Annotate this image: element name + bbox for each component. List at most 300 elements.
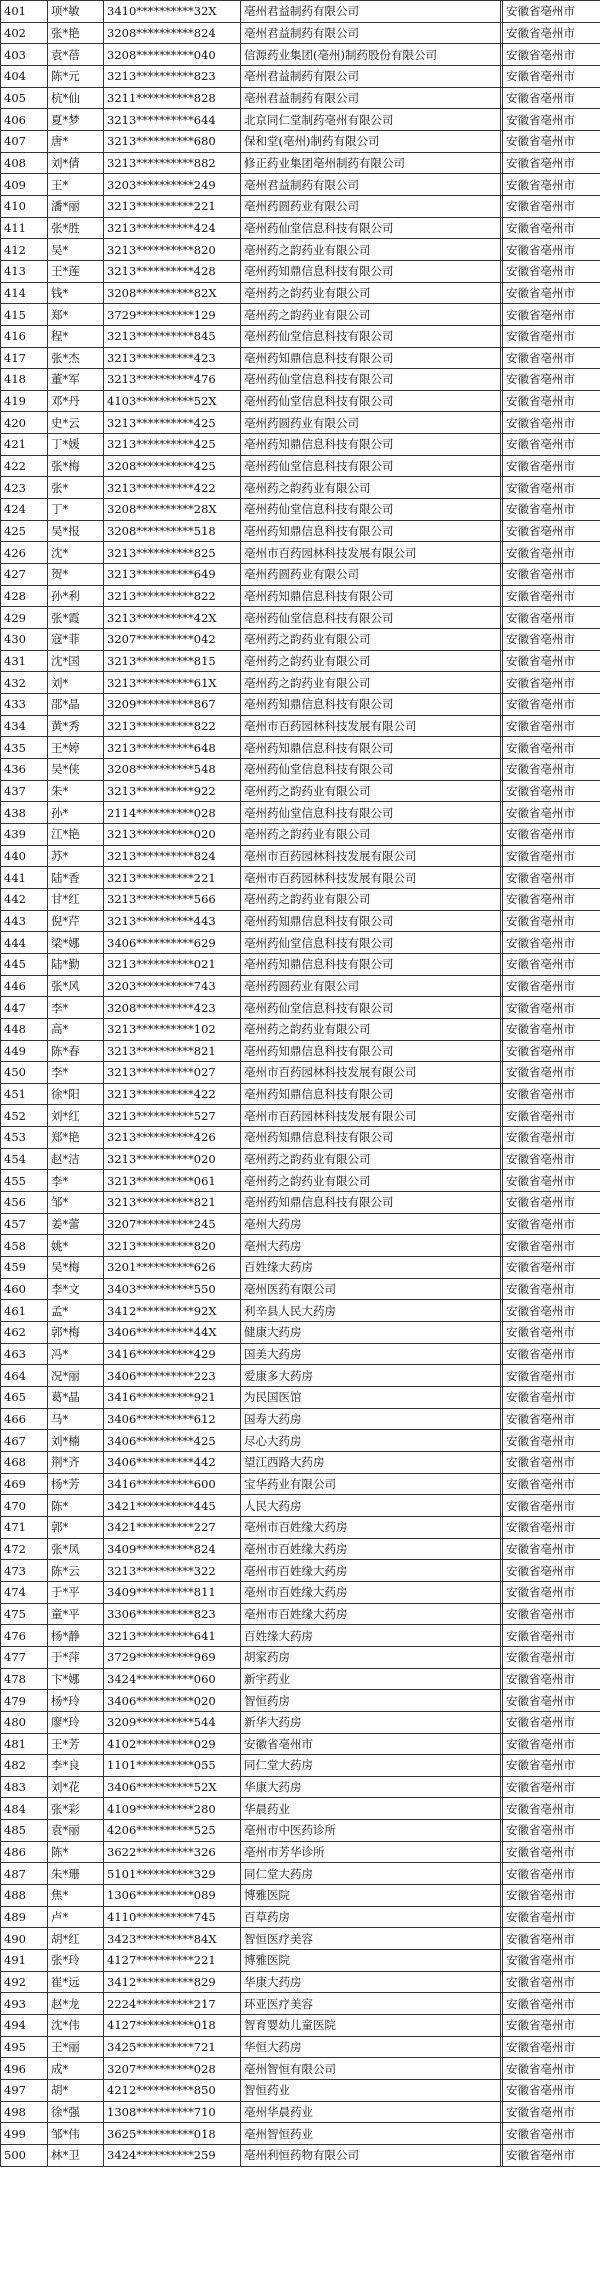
organization-cell: 亳州大药房 xyxy=(241,1235,501,1257)
location-cell: 安徽省亳州市 xyxy=(503,1300,600,1322)
table-row xyxy=(1,1300,600,1322)
name-cell: 郑*艳 xyxy=(48,1127,104,1149)
organization-cell: 健康大药房 xyxy=(241,1322,501,1344)
table-row xyxy=(1,1928,600,1950)
id-number-cell: 3213**********820 xyxy=(104,239,241,261)
name-cell: 吴*梅 xyxy=(48,1257,104,1279)
name-cell: 张*凤 xyxy=(48,1538,104,1560)
organization-cell: 亳州药之韵药业有限公司 xyxy=(241,282,501,304)
location-cell: 安徽省亳州市 xyxy=(503,823,600,845)
table-row xyxy=(1,910,600,932)
row-number-cell: 481 xyxy=(1,1733,48,1755)
table-row xyxy=(1,1018,600,1040)
id-number-cell: 3421**********445 xyxy=(104,1495,241,1517)
location-cell: 安徽省亳州市 xyxy=(503,65,600,87)
organization-cell: 国寿大药房 xyxy=(241,1408,501,1430)
name-cell: 吴* xyxy=(48,239,104,261)
organization-cell: 亳州药知鼎信息科技有限公司 xyxy=(241,1127,501,1149)
table-row xyxy=(1,87,600,109)
id-number-cell: 4109**********280 xyxy=(104,1798,241,1820)
name-cell: 张*艳 xyxy=(48,22,104,44)
row-number-cell: 412 xyxy=(1,239,48,261)
location-cell: 安徽省亳州市 xyxy=(503,975,600,997)
table-row xyxy=(1,499,600,521)
name-cell: 邹* xyxy=(48,1192,104,1214)
row-number-cell: 415 xyxy=(1,304,48,326)
row-number-cell: 449 xyxy=(1,1040,48,1062)
name-cell: 林*卫 xyxy=(48,2144,104,2166)
organization-cell: 信源药业集团(亳州)制药股份有限公司 xyxy=(241,44,501,66)
organization-cell: 亳州药知鼎信息科技有限公司 xyxy=(241,737,501,759)
row-number-cell: 423 xyxy=(1,477,48,499)
table-row xyxy=(1,2015,600,2037)
table-row xyxy=(1,1841,600,1863)
location-cell: 安徽省亳州市 xyxy=(503,369,600,391)
id-number-cell: 3208**********423 xyxy=(104,997,241,1019)
location-cell: 安徽省亳州市 xyxy=(503,130,600,152)
location-cell: 安徽省亳州市 xyxy=(503,1928,600,1950)
location-cell: 安徽省亳州市 xyxy=(503,780,600,802)
location-cell: 安徽省亳州市 xyxy=(503,585,600,607)
row-number-cell: 474 xyxy=(1,1581,48,1603)
name-cell: 王*婷 xyxy=(48,737,104,759)
row-number-cell: 435 xyxy=(1,737,48,759)
name-cell: 陈*云 xyxy=(48,1560,104,1582)
name-cell: 郑* xyxy=(48,304,104,326)
id-number-cell: 3213**********476 xyxy=(104,369,241,391)
table-row xyxy=(1,2123,600,2145)
location-cell: 安徽省亳州市 xyxy=(503,1213,600,1235)
location-cell: 安徽省亳州市 xyxy=(503,195,600,217)
id-number-cell: 3213**********428 xyxy=(104,260,241,282)
organization-cell: 同仁堂大药房 xyxy=(241,1863,501,1885)
table-row xyxy=(1,1,600,23)
organization-cell: 亳州市百药园林科技发展有限公司 xyxy=(241,867,501,889)
name-cell: 冯* xyxy=(48,1343,104,1365)
id-number-cell: 3207**********042 xyxy=(104,629,241,651)
location-cell: 安徽省亳州市 xyxy=(503,1820,600,1842)
row-number-cell: 436 xyxy=(1,758,48,780)
name-cell: 张*玲 xyxy=(48,1950,104,1972)
id-number-cell: 3409**********824 xyxy=(104,1538,241,1560)
row-number-cell: 489 xyxy=(1,1906,48,1928)
table-row xyxy=(1,1516,600,1538)
location-cell: 安徽省亳州市 xyxy=(503,997,600,1019)
row-number-cell: 441 xyxy=(1,867,48,889)
row-number-cell: 411 xyxy=(1,217,48,239)
id-number-cell: 3406**********629 xyxy=(104,932,241,954)
organization-cell: 亳州药仙堂信息科技有限公司 xyxy=(241,997,501,1019)
location-cell: 安徽省亳州市 xyxy=(503,1950,600,1972)
location-cell: 安徽省亳州市 xyxy=(503,1841,600,1863)
location-cell: 安徽省亳州市 xyxy=(503,1105,600,1127)
name-cell: 项*敏 xyxy=(48,1,104,23)
name-cell: 沈*国 xyxy=(48,650,104,672)
name-cell: 潘*丽 xyxy=(48,195,104,217)
name-cell: 李* xyxy=(48,997,104,1019)
organization-cell: 亳州智恒有限公司 xyxy=(241,2058,501,2080)
table-row xyxy=(1,1451,600,1473)
row-number-cell: 465 xyxy=(1,1387,48,1409)
organization-cell: 亳州药知鼎信息科技有限公司 xyxy=(241,347,501,369)
id-number-cell: 3208**********824 xyxy=(104,22,241,44)
table-row xyxy=(1,672,600,694)
row-number-cell: 486 xyxy=(1,1841,48,1863)
location-cell: 安徽省亳州市 xyxy=(503,217,600,239)
name-cell: 寇*菲 xyxy=(48,629,104,651)
organization-cell: 亳州药仙堂信息科技有限公司 xyxy=(241,499,501,521)
id-number-cell: 3209**********867 xyxy=(104,694,241,716)
name-cell: 刘*花 xyxy=(48,1776,104,1798)
id-number-cell: 3208**********548 xyxy=(104,758,241,780)
table-row xyxy=(1,694,600,716)
location-cell: 安徽省亳州市 xyxy=(503,1711,600,1733)
row-number-cell: 480 xyxy=(1,1711,48,1733)
table-row xyxy=(1,1105,600,1127)
table-row xyxy=(1,282,600,304)
row-number-cell: 466 xyxy=(1,1408,48,1430)
location-cell: 安徽省亳州市 xyxy=(503,304,600,326)
name-cell: 张*霞 xyxy=(48,607,104,629)
row-number-cell: 457 xyxy=(1,1213,48,1235)
id-number-cell: 4110**********745 xyxy=(104,1906,241,1928)
name-cell: 刘* xyxy=(48,672,104,694)
name-cell: 孙*利 xyxy=(48,585,104,607)
organization-cell: 亳州药仙堂信息科技有限公司 xyxy=(241,607,501,629)
organization-cell: 亳州药之韵药业有限公司 xyxy=(241,780,501,802)
table-row xyxy=(1,2036,600,2058)
table-row xyxy=(1,1343,600,1365)
name-cell: 孙* xyxy=(48,802,104,824)
row-number-cell: 428 xyxy=(1,585,48,607)
id-number-cell: 3729**********129 xyxy=(104,304,241,326)
organization-cell: 亳州市百姓缘大药房 xyxy=(241,1516,501,1538)
organization-cell: 亳州药知鼎信息科技有限公司 xyxy=(241,260,501,282)
name-cell: 郭*梅 xyxy=(48,1322,104,1344)
name-cell: 吴*侠 xyxy=(48,758,104,780)
row-number-cell: 464 xyxy=(1,1365,48,1387)
name-cell: 杨*芳 xyxy=(48,1473,104,1495)
table-row xyxy=(1,22,600,44)
id-number-cell: 4103**********52X xyxy=(104,390,241,412)
table-row xyxy=(1,1625,600,1647)
id-number-cell: 3213**********426 xyxy=(104,1127,241,1149)
id-number-cell: 3213**********221 xyxy=(104,195,241,217)
organization-cell: 保和堂(亳州)制药有限公司 xyxy=(241,130,501,152)
id-number-cell: 3410**********32X xyxy=(104,1,241,23)
table-row xyxy=(1,1257,600,1279)
name-cell: 袁*蓓 xyxy=(48,44,104,66)
location-cell: 安徽省亳州市 xyxy=(503,1776,600,1798)
name-cell: 赵*洁 xyxy=(48,1148,104,1170)
organization-cell: 亳州君益制药有限公司 xyxy=(241,22,501,44)
row-number-cell: 484 xyxy=(1,1798,48,1820)
organization-cell: 亳州市百药园林科技发展有限公司 xyxy=(241,845,501,867)
row-number-cell: 402 xyxy=(1,22,48,44)
organization-cell: 华晨药业 xyxy=(241,1798,501,1820)
table-row xyxy=(1,780,600,802)
location-cell: 安徽省亳州市 xyxy=(503,802,600,824)
location-cell: 安徽省亳州市 xyxy=(503,715,600,737)
id-number-cell: 3203**********743 xyxy=(104,975,241,997)
row-number-cell: 452 xyxy=(1,1105,48,1127)
location-cell: 安徽省亳州市 xyxy=(503,1885,600,1907)
location-cell: 安徽省亳州市 xyxy=(503,694,600,716)
name-cell: 夏*梦 xyxy=(48,109,104,131)
table-row xyxy=(1,44,600,66)
row-number-cell: 485 xyxy=(1,1820,48,1842)
location-cell: 安徽省亳州市 xyxy=(503,1755,600,1777)
location-cell: 安徽省亳州市 xyxy=(503,44,600,66)
organization-cell: 亳州君益制药有限公司 xyxy=(241,1,501,23)
row-number-cell: 469 xyxy=(1,1473,48,1495)
location-cell: 安徽省亳州市 xyxy=(503,2123,600,2145)
table-row xyxy=(1,823,600,845)
location-cell: 安徽省亳州市 xyxy=(503,325,600,347)
location-cell: 安徽省亳州市 xyxy=(503,737,600,759)
id-number-cell: 3213**********820 xyxy=(104,1235,241,1257)
row-number-cell: 410 xyxy=(1,195,48,217)
name-cell: 徐*阳 xyxy=(48,1083,104,1105)
row-number-cell: 433 xyxy=(1,694,48,716)
table-row xyxy=(1,629,600,651)
location-cell: 安徽省亳州市 xyxy=(503,1560,600,1582)
name-cell: 卞*娜 xyxy=(48,1668,104,1690)
organization-cell: 新华大药房 xyxy=(241,1711,501,1733)
id-number-cell: 3213**********422 xyxy=(104,1083,241,1105)
name-cell: 王* xyxy=(48,174,104,196)
organization-cell: 亳州市中医药诊所 xyxy=(241,1820,501,1842)
location-cell: 安徽省亳州市 xyxy=(503,1495,600,1517)
organization-cell: 亳州市百姓缘大药房 xyxy=(241,1603,501,1625)
id-number-cell: 2114**********028 xyxy=(104,802,241,824)
organization-cell: 亳州药圆药业有限公司 xyxy=(241,975,501,997)
table-row xyxy=(1,542,600,564)
id-number-cell: 5101**********329 xyxy=(104,1863,241,1885)
name-cell: 杨*玲 xyxy=(48,1690,104,1712)
organization-cell: 亳州君益制药有限公司 xyxy=(241,65,501,87)
row-number-cell: 491 xyxy=(1,1950,48,1972)
organization-cell: 亳州药之韵药业有限公司 xyxy=(241,629,501,651)
name-cell: 李*良 xyxy=(48,1755,104,1777)
row-number-cell: 498 xyxy=(1,2101,48,2123)
id-number-cell: 3213**********648 xyxy=(104,737,241,759)
location-cell: 安徽省亳州市 xyxy=(503,1451,600,1473)
name-cell: 沈* xyxy=(48,542,104,564)
row-number-cell: 490 xyxy=(1,1928,48,1950)
table-row xyxy=(1,347,600,369)
location-cell: 安徽省亳州市 xyxy=(503,845,600,867)
table-row xyxy=(1,1950,600,1972)
organization-cell: 国美大药房 xyxy=(241,1343,501,1365)
organization-cell: 亳州市百药园林科技发展有限公司 xyxy=(241,715,501,737)
organization-cell: 智恒药房 xyxy=(241,1690,501,1712)
name-cell: 陈*元 xyxy=(48,65,104,87)
organization-cell: 亳州药之韵药业有限公司 xyxy=(241,1148,501,1170)
table-row xyxy=(1,888,600,910)
location-cell: 安徽省亳州市 xyxy=(503,174,600,196)
row-number-cell: 467 xyxy=(1,1430,48,1452)
location-cell: 安徽省亳州市 xyxy=(503,1148,600,1170)
location-cell: 安徽省亳州市 xyxy=(503,2015,600,2037)
table-row xyxy=(1,932,600,954)
row-number-cell: 475 xyxy=(1,1603,48,1625)
row-number-cell: 429 xyxy=(1,607,48,629)
id-number-cell: 3208**********82X xyxy=(104,282,241,304)
location-cell: 安徽省亳州市 xyxy=(503,867,600,889)
id-number-cell: 3213**********821 xyxy=(104,1192,241,1214)
table-row xyxy=(1,434,600,456)
organization-cell: 亳州药之韵药业有限公司 xyxy=(241,888,501,910)
table-row xyxy=(1,1906,600,1928)
id-number-cell: 4127**********018 xyxy=(104,2015,241,2037)
location-cell: 安徽省亳州市 xyxy=(503,1516,600,1538)
organization-cell: 宝华药业有限公司 xyxy=(241,1473,501,1495)
table-row xyxy=(1,585,600,607)
id-number-cell: 3213**********42X xyxy=(104,607,241,629)
name-cell: 杨*静 xyxy=(48,1625,104,1647)
name-cell: 邹*伟 xyxy=(48,2123,104,2145)
table-row xyxy=(1,758,600,780)
row-number-cell: 458 xyxy=(1,1235,48,1257)
name-cell: 童*平 xyxy=(48,1603,104,1625)
row-number-cell: 495 xyxy=(1,2036,48,2058)
table-row xyxy=(1,1776,600,1798)
id-number-cell: 2224**********217 xyxy=(104,1993,241,2015)
organization-cell: 博雅医院 xyxy=(241,1950,501,1972)
id-number-cell: 3208**********425 xyxy=(104,455,241,477)
location-cell: 安徽省亳州市 xyxy=(503,1690,600,1712)
table-row xyxy=(1,1192,600,1214)
location-cell: 安徽省亳州市 xyxy=(503,282,600,304)
id-number-cell: 3211**********828 xyxy=(104,87,241,109)
location-cell: 安徽省亳州市 xyxy=(503,1040,600,1062)
name-cell: 陈* xyxy=(48,1841,104,1863)
table-row xyxy=(1,997,600,1019)
organization-cell: 亳州医药有限公司 xyxy=(241,1278,501,1300)
organization-cell: 胡家药房 xyxy=(241,1646,501,1668)
table-row xyxy=(1,1560,600,1582)
row-number-cell: 493 xyxy=(1,1993,48,2015)
organization-cell: 安徽省亳州市 xyxy=(241,1733,501,1755)
name-cell: 姚* xyxy=(48,1235,104,1257)
name-cell: 陈* xyxy=(48,1495,104,1517)
name-cell: 李* xyxy=(48,1170,104,1192)
location-cell: 安徽省亳州市 xyxy=(503,1257,600,1279)
row-number-cell: 451 xyxy=(1,1083,48,1105)
id-number-cell: 3625**********018 xyxy=(104,2123,241,2145)
organization-cell: 亳州药仙堂信息科技有限公司 xyxy=(241,758,501,780)
name-cell: 袁*丽 xyxy=(48,1820,104,1842)
organization-cell: 亳州利恒药物有限公司 xyxy=(241,2144,501,2166)
name-cell: 丁* xyxy=(48,499,104,521)
row-number-cell: 483 xyxy=(1,1776,48,1798)
name-cell: 于*平 xyxy=(48,1581,104,1603)
location-cell: 安徽省亳州市 xyxy=(503,1387,600,1409)
row-number-cell: 461 xyxy=(1,1300,48,1322)
name-cell: 史*云 xyxy=(48,412,104,434)
row-number-cell: 416 xyxy=(1,325,48,347)
row-number-cell: 422 xyxy=(1,455,48,477)
name-cell: 徐*强 xyxy=(48,2101,104,2123)
name-cell: 甘*红 xyxy=(48,888,104,910)
name-cell: 倪*芹 xyxy=(48,910,104,932)
table-row xyxy=(1,520,600,542)
row-number-cell: 460 xyxy=(1,1278,48,1300)
row-number-cell: 406 xyxy=(1,109,48,131)
name-cell: 王*莲 xyxy=(48,260,104,282)
name-cell: 况*丽 xyxy=(48,1365,104,1387)
organization-cell: 亳州药仙堂信息科技有限公司 xyxy=(241,390,501,412)
name-cell: 陈*春 xyxy=(48,1040,104,1062)
name-cell: 陆*香 xyxy=(48,867,104,889)
id-number-cell: 3406**********52X xyxy=(104,1776,241,1798)
row-number-cell: 425 xyxy=(1,520,48,542)
id-number-cell: 4206**********525 xyxy=(104,1820,241,1842)
organization-cell: 亳州药之韵药业有限公司 xyxy=(241,1170,501,1192)
name-cell: 钱* xyxy=(48,282,104,304)
location-cell: 安徽省亳州市 xyxy=(503,932,600,954)
row-number-cell: 447 xyxy=(1,997,48,1019)
location-cell: 安徽省亳州市 xyxy=(503,758,600,780)
name-cell: 董*军 xyxy=(48,369,104,391)
name-cell: 吴*报 xyxy=(48,520,104,542)
organization-cell: 亳州君益制药有限公司 xyxy=(241,87,501,109)
location-cell: 安徽省亳州市 xyxy=(503,1365,600,1387)
table-row xyxy=(1,2058,600,2080)
row-number-cell: 496 xyxy=(1,2058,48,2080)
id-number-cell: 1308**********710 xyxy=(104,2101,241,2123)
name-cell: 焦* xyxy=(48,1885,104,1907)
location-cell: 安徽省亳州市 xyxy=(503,520,600,542)
organization-cell: 修正药业集团亳州制药有限公司 xyxy=(241,152,501,174)
location-cell: 安徽省亳州市 xyxy=(503,564,600,586)
table-row xyxy=(1,1127,600,1149)
organization-cell: 亳州市芳华诊所 xyxy=(241,1841,501,1863)
location-cell: 安徽省亳州市 xyxy=(503,888,600,910)
id-number-cell: 3412**********829 xyxy=(104,1971,241,1993)
organization-cell: 亳州药知鼎信息科技有限公司 xyxy=(241,1040,501,1062)
id-number-cell: 3213**********680 xyxy=(104,130,241,152)
location-cell: 安徽省亳州市 xyxy=(503,953,600,975)
id-number-cell: 3406**********020 xyxy=(104,1690,241,1712)
id-number-cell: 4212**********850 xyxy=(104,2080,241,2102)
location-cell: 安徽省亳州市 xyxy=(503,109,600,131)
location-cell: 安徽省亳州市 xyxy=(503,1798,600,1820)
id-number-cell: 3213**********102 xyxy=(104,1018,241,1040)
id-number-cell: 3213**********020 xyxy=(104,823,241,845)
table-row xyxy=(1,455,600,477)
table-row xyxy=(1,1495,600,1517)
row-number-cell: 455 xyxy=(1,1170,48,1192)
location-cell: 安徽省亳州市 xyxy=(503,1322,600,1344)
location-cell: 安徽省亳州市 xyxy=(503,1192,600,1214)
table-row xyxy=(1,239,600,261)
id-number-cell: 3729**********969 xyxy=(104,1646,241,1668)
location-cell: 安徽省亳州市 xyxy=(503,347,600,369)
name-cell: 赵*龙 xyxy=(48,1993,104,2015)
location-cell: 安徽省亳州市 xyxy=(503,542,600,564)
organization-cell: 亳州药圆药业有限公司 xyxy=(241,195,501,217)
id-number-cell: 3416**********429 xyxy=(104,1343,241,1365)
table-row xyxy=(1,2080,600,2102)
id-number-cell: 3423**********84X xyxy=(104,1928,241,1950)
location-cell: 安徽省亳州市 xyxy=(503,1018,600,1040)
row-number-cell: 492 xyxy=(1,1971,48,1993)
table-row xyxy=(1,369,600,391)
id-number-cell: 3424**********060 xyxy=(104,1668,241,1690)
name-cell: 王*丽 xyxy=(48,2036,104,2058)
